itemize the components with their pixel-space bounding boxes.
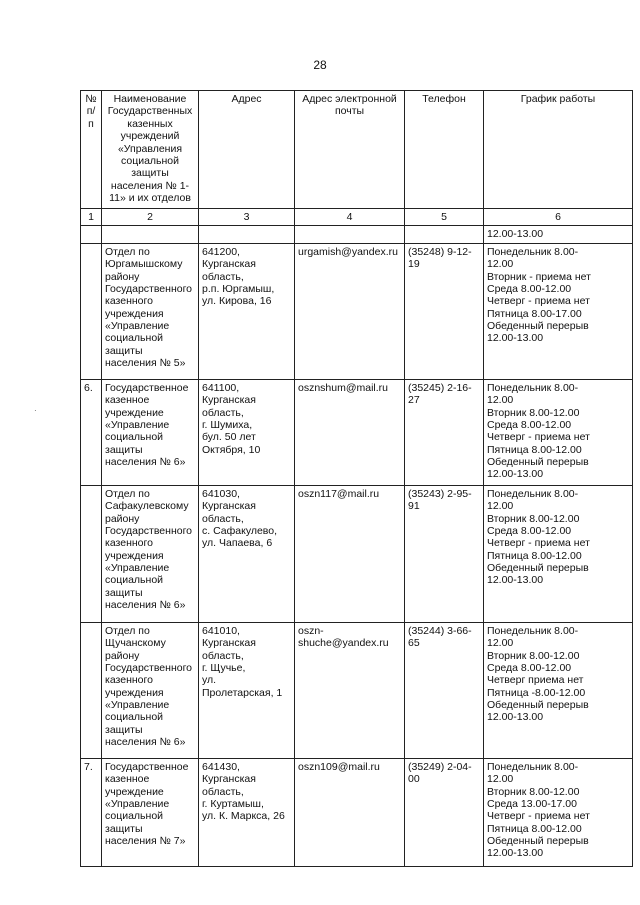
institution-name: Государственное казенное учреждение «Управление социальной защиты населения № 6»	[102, 379, 199, 485]
row-number	[81, 485, 102, 622]
header-phone: Телефон	[405, 91, 484, 209]
phone: (35249) 2-04- 00	[405, 758, 484, 866]
column-number-row	[81, 209, 633, 226]
header-email: Адрес электронной почты	[295, 91, 405, 209]
header-number: № п/п	[81, 91, 102, 209]
continuation-row	[81, 226, 633, 243]
institution-name: Отдел по Юргамышскому району Государственного казенного учреждения «Управление социальной защиты населения № 5»	[102, 243, 199, 379]
work-schedule: Понедельник 8.00- 12.00 Вторник - приема нет Среда 8.00-12.00 Четверг - приема нет Пятница 8.00-17.00 Обеденный перерыв 12.00-13.00	[484, 243, 633, 379]
table-cell: 12.00-13.00	[484, 226, 633, 243]
email: osznshum@mail.ru	[295, 379, 405, 485]
margin-mark: ·	[34, 406, 37, 415]
table-cell	[81, 226, 102, 243]
phone: (35248) 9-12- 19	[405, 243, 484, 379]
table-row	[81, 243, 633, 379]
row-number: 6.	[81, 379, 102, 485]
table-cell	[102, 226, 199, 243]
address: 641030, Курганская область, с. Сафакулево, ул. Чапаева, 6	[199, 485, 295, 622]
work-schedule: Понедельник 8.00- 12.00 Вторник 8.00-12.00 Среда 8.00-12.00 Четверг приема нет Пятница -8.00-12.00 Обеденный перерыв 12.00-13.00	[484, 622, 633, 758]
row-number	[81, 243, 102, 379]
header-address: Адрес	[199, 91, 295, 209]
table-row	[81, 758, 633, 866]
table-cell	[199, 226, 295, 243]
address: 641010, Курганская область, г. Щучье, ул. Пролетарская, 1	[199, 622, 295, 758]
table-row	[81, 622, 633, 758]
column-number: 2	[102, 209, 199, 226]
address: 641200, Курганская область, р.п. Юргамыш, ул. Кирова, 16	[199, 243, 295, 379]
email: oszn- shuche@yandex.ru	[295, 622, 405, 758]
column-number: 4	[295, 209, 405, 226]
header-name: Наименование Государственных казенных учреждений «Управления социальной защиты населения № 1- 11» и их отделов	[102, 91, 199, 209]
header-row	[81, 91, 633, 209]
table-cell	[405, 226, 484, 243]
work-schedule: Понедельник 8.00- 12.00 Вторник 8.00-12.00 Среда 8.00-12.00 Четверг - приема нет Пятница 8.00-12.00 Обеденный перерыв 12.00-13.00	[484, 379, 633, 485]
email: oszn117@mail.ru	[295, 485, 405, 622]
table-cell	[295, 226, 405, 243]
institution-name: Отдел по Щучанскому району Государственного казенного учреждения «Управление социальной защиты населения № 6»	[102, 622, 199, 758]
address: 641100, Курганская область, г. Шумиха, бул. 50 лет Октября, 10	[199, 379, 295, 485]
offices-table	[80, 90, 633, 867]
header-schedule: График работы	[484, 91, 633, 209]
email: urgamish@yandex.ru	[295, 243, 405, 379]
row-number	[81, 622, 102, 758]
phone: (35245) 2-16- 27	[405, 379, 484, 485]
column-number: 1	[81, 209, 102, 226]
work-schedule: Понедельник 8.00- 12.00 Вторник 8.00-12.00 Среда 8.00-12.00 Четверг - приема нет Пятница 8.00-12.00 Обеденный перерыв 12.00-13.00	[484, 485, 633, 622]
column-number: 5	[405, 209, 484, 226]
address: 641430, Курганская область, г. Куртамыш, ул. К. Маркса, 26	[199, 758, 295, 866]
institution-name: Государственное казенное учреждение «Управление социальной защиты населения № 7»	[102, 758, 199, 866]
institution-name: Отдел по Сафакулевскому району Государственного казенного учреждения «Управление социальной защиты населения № 6»	[102, 485, 199, 622]
email: oszn109@mail.ru	[295, 758, 405, 866]
table-row	[81, 485, 633, 622]
column-number: 3	[199, 209, 295, 226]
row-number: 7.	[81, 758, 102, 866]
table-row	[81, 379, 633, 485]
phone: (35244) 3-66- 65	[405, 622, 484, 758]
work-schedule: Понедельник 8.00- 12.00 Вторник 8.00-12.00 Среда 13.00-17.00 Четверг - приема нет Пятница 8.00-12.00 Обеденный перерыв 12.00-13.00	[484, 758, 633, 866]
column-number: 6	[484, 209, 633, 226]
phone: (35243) 2-95- 91	[405, 485, 484, 622]
page-number: 28	[313, 58, 327, 72]
